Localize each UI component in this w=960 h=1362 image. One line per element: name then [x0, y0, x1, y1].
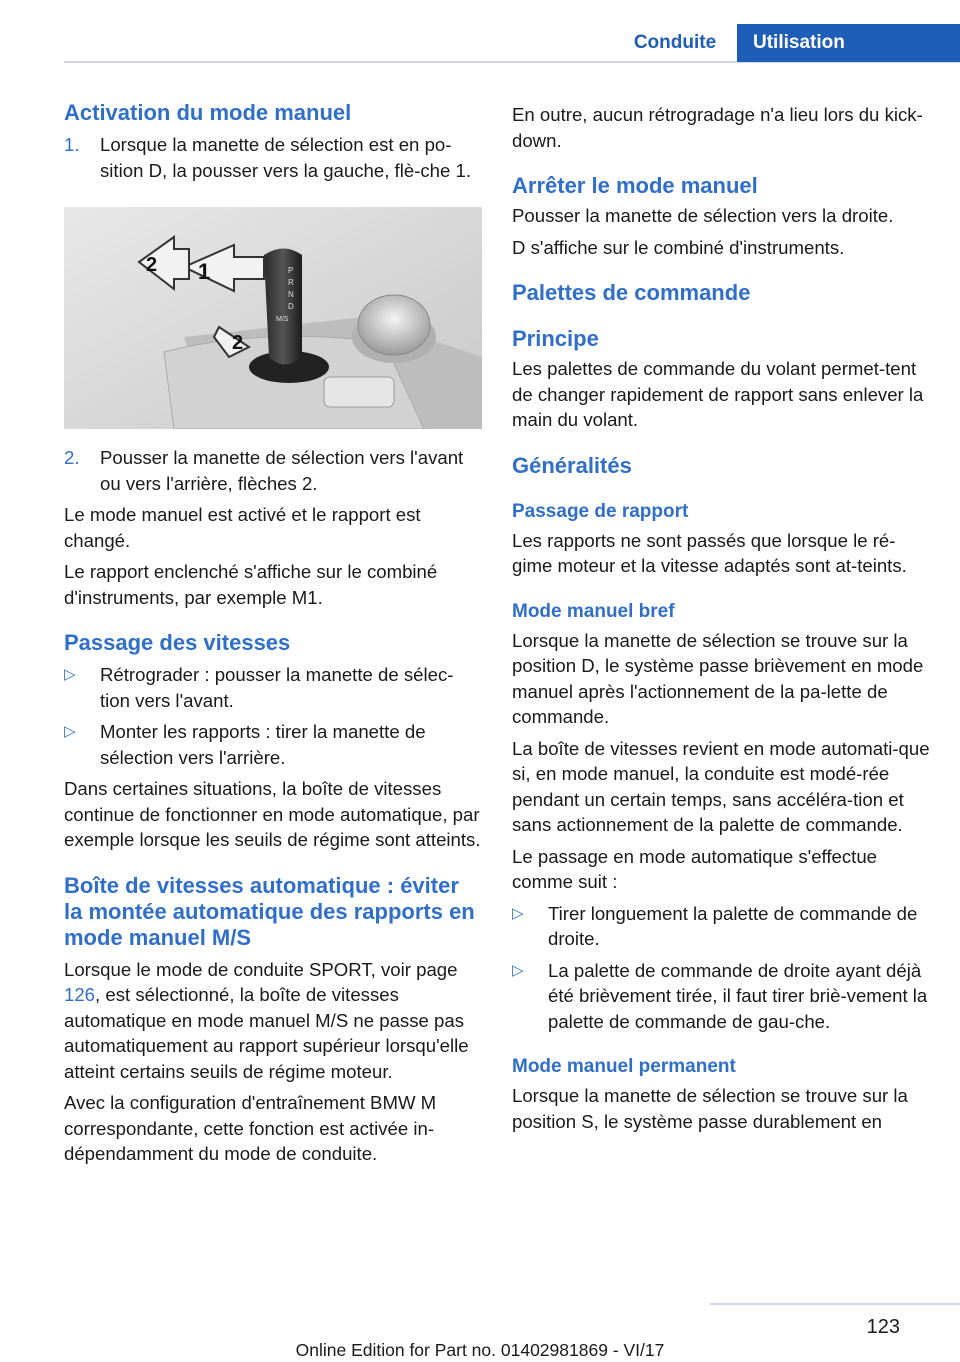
heading-palettes: Palettes de commande [512, 280, 751, 305]
dial-knob [358, 295, 430, 355]
heading-boite-vitesses: Boîte de vitesses automatique : éviter la montée automatique des rapports en mode manuel M/S [64, 872, 475, 950]
paragraph-principe: Les palettes de commande du volant permet‐tent de changer rapidement de rapport sans enlever la main du volant. [512, 358, 924, 430]
paragraph-sport [64, 957, 482, 1085]
tab-utilisation[interactable]: Utilisation [737, 24, 960, 62]
bullet-retrograder-text: Rétrograder : pousser la manette de sélec‐tion vers l'avant. [100, 664, 454, 711]
bullet-monter-text: Monter les rapports : tirer la manette de sélection vers l'arrière. [100, 721, 426, 768]
paragraph-pousser: Pousser la manette de sélection vers la droite. [512, 205, 894, 226]
shifter-label-d: D [288, 302, 294, 311]
paragraph-config: Avec la configuration d'entraînement BMW M correspondante, cette fonction est activée in‐dépendamment du mode de conduite. [64, 1092, 437, 1164]
paragraph-passage-rapport: Les rapports ne sont passés que lorsque le ré‐gime moteur et la vitesse adaptés sont at‐teints. [512, 529, 907, 576]
footer-rule [710, 1303, 960, 1305]
heading-passage-vitesses: Passage des vitesses [64, 630, 291, 655]
bullet-marker: ▷ [512, 961, 524, 979]
paragraph-passage-auto: Le passage en mode automatique s'effectue comme suit : [512, 845, 878, 892]
step-2 [64, 445, 482, 496]
bullet-tirer-longuement [512, 901, 932, 952]
right-column [512, 100, 932, 1134]
bullet-retrograder [64, 662, 482, 713]
shifter-knob [264, 249, 302, 365]
step-1 [64, 132, 482, 183]
button-block [324, 377, 394, 407]
bullet-marker: ▷ [64, 666, 76, 683]
left-column [64, 100, 482, 1167]
arrow-label-2-top: 2 [146, 254, 158, 276]
bullet-monter [64, 719, 482, 770]
step-2-text: Pousser la manette de sélection vers l'avant ou vers l'arrière, flèches 2. [100, 447, 464, 494]
sport-text-after: , est sélectionné, la boîte de vitesses automatique en mode manuel M/S ne passe pas automatiquement au rapport supérieur lorsqu'elle atteint certains seuils de régime moteur. [64, 984, 469, 1082]
shifter-illustration [64, 207, 482, 429]
heading-passage-rapport: Passage de rapport [512, 500, 689, 522]
paragraph-d-affiche: D s'affiche sur le combiné d'instruments. [512, 236, 845, 258]
bullet-marker: ▷ [512, 904, 524, 922]
sport-text-before: Lorsque le mode de conduite SPORT, voir page [64, 958, 458, 980]
heading-principe: Principe [512, 326, 599, 351]
page-link-126[interactable]: 126 [64, 984, 96, 1005]
heading-mode-bref: Mode manuel bref [512, 600, 675, 622]
bullet-palette-droite [512, 958, 932, 1035]
page-number: 123 [866, 1316, 900, 1338]
bullet-tirer-longuement-text: Tirer longuement la palette de commande de droite. [548, 902, 918, 949]
heading-arreter: Arrêter le mode manuel [512, 173, 758, 198]
step-1-number: 1. [64, 134, 80, 155]
shifter-label-p: P [288, 266, 294, 275]
tab-conduite[interactable]: Conduite [633, 32, 717, 53]
shifter-label-n: N [288, 290, 294, 299]
step-2-number: 2. [64, 447, 80, 468]
heading-generalites: Généralités [512, 452, 632, 478]
shifter-label-ms: M/S [276, 316, 289, 323]
shifter-figure [64, 207, 482, 429]
paragraph-mode-permanent: Lorsque la manette de sélection se trouve sur la position S, le système passe durablement en [512, 1085, 908, 1132]
shifter-label-r: R [288, 278, 294, 287]
paragraph-mode-bref: Lorsque la manette de sélection se trouve sur la position D, le système passe brièvement en mode manuel après l'actionnement de la pa‐lette de commande. [512, 629, 924, 727]
arrow-label-2-bottom: 2 [232, 332, 244, 354]
footer-edition: Online Edition for Part no. 01402981869 - VI/17 [295, 1340, 665, 1360]
paragraph-affiche: Le rapport enclenché s'affiche sur le combiné d'instruments, par exemple M1. [64, 561, 438, 608]
paragraph-revient: La boîte de vitesses revient en mode automati‐que si, en mode manuel, la conduite est modé‐rée pendant un certain temps, sans accéléra‐tion et sans actionnement de la palette de commande. [512, 737, 930, 835]
bullet-marker: ▷ [64, 723, 76, 740]
step-1-text: Lorsque la manette de sélection est en po‐sition D, la pousser vers la gauche, flè‐che 1. [100, 134, 472, 181]
arrow-label-1: 1 [198, 259, 211, 284]
heading-activation: Activation du mode manuel [64, 100, 352, 125]
paragraph-kickdown: En outre, aucun rétrogradage n'a lieu lors du kick-down. [512, 104, 923, 151]
heading-mode-permanent: Mode manuel permanent [512, 1056, 736, 1077]
bullet-palette-droite-text: La palette de commande de droite ayant déjà été brièvement tirée, il faut tirer briè‐vement la palette de commande de gau‐che. [548, 959, 928, 1032]
paragraph-active: Le mode manuel est activé et le rapport est changé. [64, 504, 421, 551]
paragraph-situations: Dans certaines situations, la boîte de vitesses continue de fonctionner en mode automatique, par exemple lorsque les seuils de régime sont atteints. [64, 778, 481, 850]
